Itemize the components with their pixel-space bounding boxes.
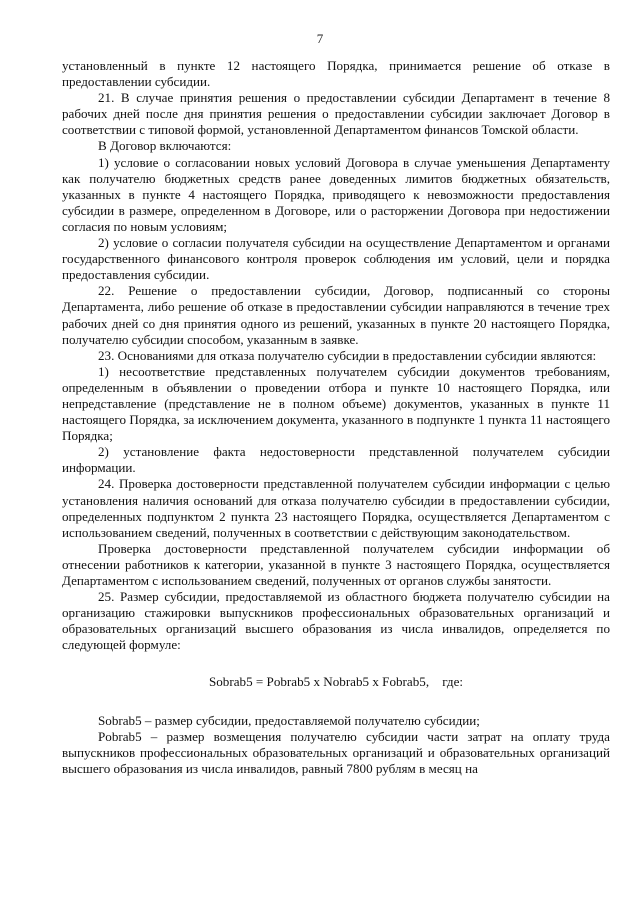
paragraph-continuation: установленный в пункте 12 настоящего Порядка, принимается решение об отказе в предоставлении субсидии.: [62, 58, 610, 90]
definition-sobrab5: Sobrab5 – размер субсидии, предоставляемой получателю субсидии;: [98, 712, 480, 728]
paragraph-23: 23. Основаниями для отказа получателю субсидии в предоставлении субсидии являются:: [98, 347, 597, 363]
paragraph-contract-condition-2: 2) условие о согласии получателя субсидии на осуществление Департаментом и органами государственного финансового контроля проверок соблюдения им условий, цели и порядка предоставления субсидии.: [62, 235, 610, 283]
paragraph-refusal-ground-2: 2) установление факта недостоверности представленной получателем субсидии информации.: [62, 444, 610, 476]
paragraph-contract-includes: В Договор включаются:: [98, 138, 232, 154]
page-number: 7: [316, 31, 324, 46]
paragraph-refusal-ground-1: 1) несоответствие представленных получателем субсидии документов требованиям, определенным в объявлении о проведении отбора и пункте 10 настоящего Порядка, или непредставление (представление не в полном объеме) документов, указанных в пункте 11 настоящего Порядка, за исключением документа, указанного в подпункте 1 пункта 11 настоящего Порядка;: [62, 363, 610, 444]
paragraph-22: 22. Решение о предоставлении субсидии, Договор, подписанный со стороны Департамента, либо решение об отказе в предоставлении субсидии направляются в течение трех рабочих дней со дня принятия одного из решений, указанных в пункте 20 настоящего Порядка, получателю субсидии способом, указанным в заявке.: [62, 283, 610, 347]
paragraph-contract-condition-1: 1) условие о согласовании новых условий Договора в случае уменьшения Департаменту как получателю бюджетных средств ранее доведенных лимитов бюджетных обязательств, указанных в пункте 4 настоящего Порядка, приводящего к невозможности предоставления субсидии в размере, определенном в Договоре, или о расторжении Договора при недостижении согласия по новым условиям;: [62, 154, 610, 234]
formula: [62, 674, 610, 690]
paragraph-24: 24. Проверка достоверности представленной получателем субсидии информации с целью установления наличия оснований для отказа получателю субсидии в предоставлении субсидии, определенных подпунктом 2 пункта 23 настоящего Порядка, осуществляется Департаментом с использованием сведений, полученных в соответствии с действующим законодательством.: [62, 476, 610, 540]
paragraph-verification: Проверка достоверности представленной получателем субсидии информации об отнесении работников к категории, указанной в пункте 3 настоящего Порядка, осуществляется Департаментом с использованием сведений, полученных от органов службы занятости.: [62, 540, 610, 588]
paragraph-25: 25. Размер субсидии, предоставляемой из областного бюджета получателю субсидии на организацию стажировки выпускников профессиональных образовательных организаций и образовательных организаций высшего образования из числа инвалидов, определяется по следующей формуле:: [62, 589, 610, 653]
paragraph-21: 21. В случае принятия решения о предоставлении субсидии Департамент в течение 8 рабочих дней после дня принятия решения о предоставлении субсидии заключает Договор в соответствии с типовой формой, установленной Департаментом финансов Томской области.: [62, 90, 610, 138]
formula-text: Sobrab5 = Pobrab5 x Nobrab5 x Fobrab5, где:: [208, 674, 464, 690]
definition-pobrab5: Pobrab5 – размер возмещения получателю субсидии части затрат на оплату труда выпускников профессиональных образовательных организаций и образовательных организаций высшего образования из числа инвалидов, равный 7800 рублям в месяц на: [62, 728, 610, 776]
document-body: [62, 58, 610, 777]
